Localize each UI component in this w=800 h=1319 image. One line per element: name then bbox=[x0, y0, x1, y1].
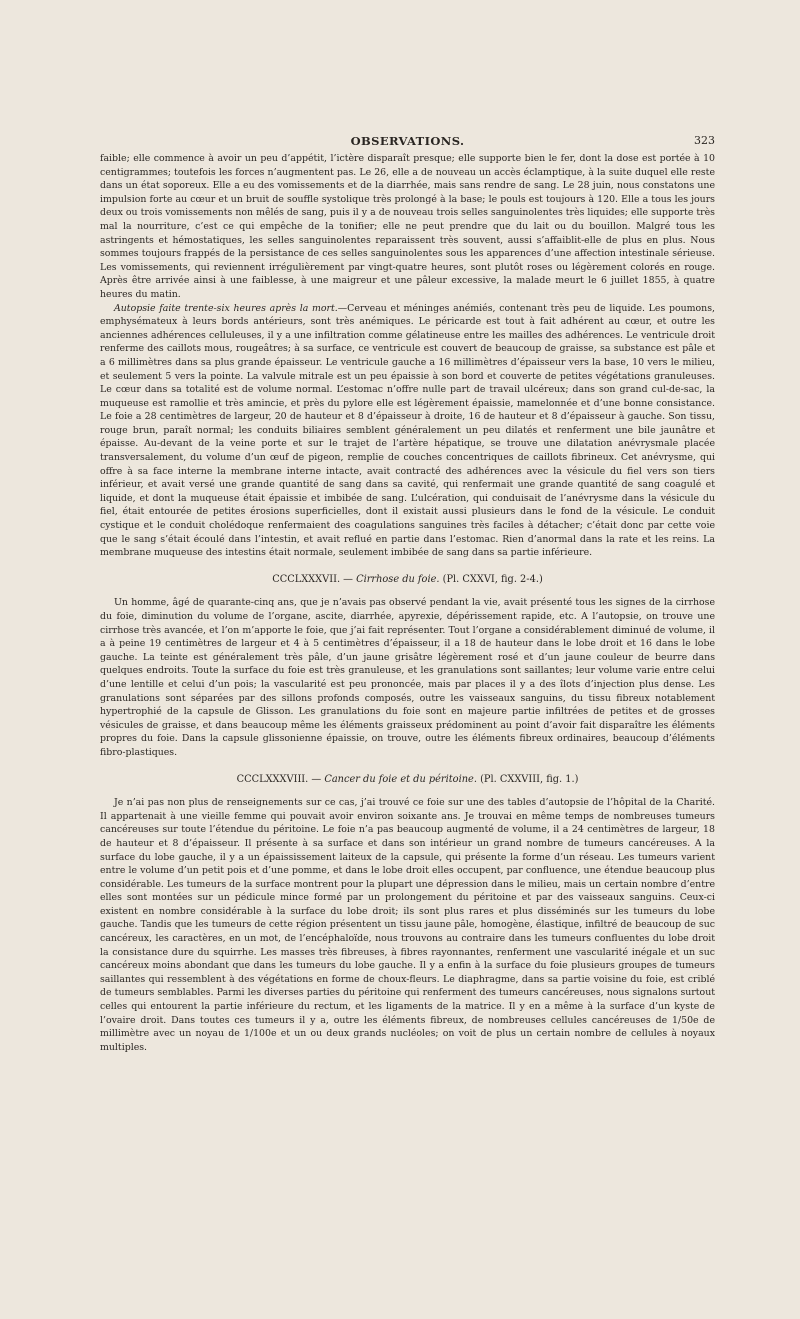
observation-number: CCCLXXXVIII. — bbox=[236, 773, 325, 785]
observation-paragraph-388: Je n’ai pas non plus de renseignements sur ce cas, j’ai trouvé ce foie sur une des tables d’autopsie de l’hôpital de la Charité. Il appartenait à une vieille femme qui pouvait avoir environ soixante ans. Je trouvai en même temps de nombreuses tumeurs cancéreuses sur toute l’étendue du péritoine. Le foie n’a pas beaucoup augmenté de volume, il a 24 centimètres de largeur, 18 de hauteur et 8 d’épaisseur. Il présente à sa surface et dans son intérieur un grand nombre de tumeurs cancéreuses. A la surface du lobe gauche, il y a un épaississement laiteux de la capsule, qui présente la forme d’un réseau. Les tumeurs varient entre le volume d’un petit pois et d’une pomme, et dans le lobe droit elles occupent, par confluence, une étendue beaucoup plus considérable. Les tumeurs de la surface montrent pour la plupart une dépression dans le milieu, mais un certain nombre d’entre elles sont montées sur un pédicule mince formé par un prolongement du péritoine et par des vaisseaux sanguins. Ceux-ci existent en nombre considérable à la surface du lobe droit; ils sont plus rares et plus disséminés sur les tumeurs du lobe gauche. Tandis que les tumeurs de cette région présentent un tissu jaune pâle, homogène, élastique, infiltré de beaucoup de suc cancéreux, les caractères, en un mot, de l’encéphaloïde, nous trouvons au contraire dans les tumeurs confluentes du lobe droit la consistance dure du squirrhe. Les masses très fibreuses, à fibres rayonnantes, renferment une vascularité inégale et un suc cancéreux moins abondant que dans les tumeurs du lobe gauche. Il y a enfin à la surface du foie plusieurs groupes de tumeurs saillantes qui ressemblent à des végétations en forme de choux-fleurs. Le diaphragme, dans sa partie voisine du foie, est criblé de tumeurs semblables. Parmi les diverses parties du péritoine qui renferment des tumeurs cancéreuses, nous signalons surtout celles qui entourent la partie inférieure du rectum, et les ligaments de la matrice. Il y en a même à la surface d’un kyste de l’ovaire droit. Dans toutes ces tumeurs il y a, outre les éléments fibreux, de nombreuses cellules cancéreuses de 1/50e de millimètre avec un noyau de 1/100e et un ou deux grands nucléoles; on voit de plus un certain nombre de cellules à noyaux multiples. bbox=[100, 797, 715, 1053]
page-number: 323 bbox=[694, 134, 715, 147]
plate-reference: (Pl. CXXVI, fig. 2-4.) bbox=[439, 573, 543, 585]
autopsy-lead: Autopsie faite trente-six heures après la mort. bbox=[114, 302, 338, 314]
observation-number: CCCLXXXVII. — bbox=[272, 573, 357, 585]
autopsy-text: —Cerveau et méninges anémiés, contenant très peu de liquide. Les poumons, emphysémateux à leurs bords antérieurs, sont très anémiques. Le péricarde est tout à fait adhérent au cœur, et outre les anciennes adhérences celluleuses, il y a une infiltration comme gélatineuse entre les mailles des adhérences. Le ventricule droit renferme des caillots mous, rougeâtres; à sa surface, ce ventricule est couvert de beaucoup de graisse, sa substance est pâle et a 6 millimètres dans sa plus grande épaisseur. Le ventricule gauche a 16 millimètres d’épaisseur vers la base, 10 vers le milieu, et seulement 5 vers la pointe. La valvule mitrale est un peu épaissie à son bord et couverte de petites végétations granuleuses. Le cœur dans sa totalité est de volume normal. L’estomac n’offre nulle part de travail ulcéreux; dans son grand cul-de-sac, la muqueuse est ramollie et très amincie, et près du pylore elle est légèrement épaissie, mamelonnée et d’une bonne consistance. Le foie a 28 centimètres de largeur, 20 de hauteur et 8 d’épaisseur à droite, 16 de hauteur et 8 d’épaisseur à gauche. Son tissu, rouge brun, paraît normal; les conduits biliaires semblent généralement un peu dilatés et renferment une bile jaunâtre et épaisse. Au-devant de la veine porte et sur le trajet de l’artère hépatique, se trouve une dilatation anévrysmale placée transversalement, du volume d’un œuf de pigeon, remplie de couches concentriques de caillots fibrineux. Cet anévrysme, qui offre à sa face interne la membrane interne intacte, avait contracté des adhérences avec la vésicule du fiel vers son tiers inférieur, et avait versé une grande quantité de sang dans sa cavité, qui renfermait une grande quantité de sang coagulé et liquide, et dont la muqueuse était épaissie et imbibée de sang. L’ulcération, qui conduisait de l’anévrysme dans la vésicule du fiel, était entourée de petites érosions superficielles, dont il existait aussi plusieurs dans le fond de la vésicule. Le conduit cystique et le conduit cholédoque renfermaient des coagulations sanguines très faciles à détacher; c’était donc par cette voie que le sang s’était écoulé dans l’intestin, et avait reflué en partie dans l’estomac. Rien d’anormal dans la rate et les reins. La membrane muqueuse des intestins était normale, seulement imbibée de sang dans sa partie inférieure. bbox=[100, 302, 716, 559]
autopsy-paragraph bbox=[100, 302, 715, 560]
observation-title: Cirrhose du foie. bbox=[356, 573, 440, 585]
observation-heading-387 bbox=[100, 573, 715, 587]
plate-reference: (Pl. CXXVIII, fig. 1.) bbox=[476, 773, 579, 785]
observation-heading-388 bbox=[100, 773, 715, 787]
running-title: OBSERVATIONS. bbox=[350, 134, 465, 148]
observation-paragraph-387: Un homme, âgé de quarante-cinq ans, que je n’avais pas observé pendant la vie, avait présenté tous les signes de la cirrhose du foie, diminution du volume de l’organe, ascite, diarrhée, apyrexie, dépérissement rapide, etc. A l’autopsie, on trouve une cirrhose très avancée, et l’on m’apporte le foie, que j’ai fait représenter. Tout l’organe a considérablement diminué de volume, il a à peine 19 centimètres de largeur et 4 à 5 centimètres d’épaisseur, il a 18 de hauteur dans le lobe droit et 16 dans le lobe gauche. La teinte est généralement très pâle, d’un jaune grisâtre légèrement rosé et d’un jaune couleur de beurre dans quelques endroits. Toute la surface du foie est très granuleuse, et les granulations sont saillantes; leur volume varie entre celui d’une lentille et celui d’un pois; la vascularité est peu prononcée, mais par places il y a des îlots d’injection plus dense. Les granulations sont séparées par des sillons profonds composés, outre les vaisseaux sanguins, du tissu fibreux notablement hypertrophié de la capsule de Glisson. Les granulations du foie sont en majeure partie infiltrées de petites et de grosses vésicules de graisse, et dans beaucoup même les éléments graisseux prédominent au point d’avoir fait disparaître les éléments propres du foie. Dans la capsule glissonienne épaissie, on trouve, outre les éléments fibreux ordinaires, beaucoup d’éléments fibro-plastiques. bbox=[100, 597, 715, 758]
running-header bbox=[100, 134, 715, 150]
observation-title: Cancer du foie et du péritoine. bbox=[324, 773, 477, 785]
body-text bbox=[100, 152, 715, 1054]
continued-paragraph: faible; elle commence à avoir un peu d’appétit, l’ictère disparaît presque; elle supporte bien le fer, dont la dose est portée à 10 centigrammes; toutefois les forces n’augmentent pas. Le 26, elle a de nouveau un accès éclamptique, à la suite duquel elle reste dans un état soporeux. Elle a eu des vomissements et de la diarrhée, mais sans rendre de sang. Le 28 juin, nous constatons une impulsion forte au cœur et un bruit de souffle systolique très prolongé à la base; le pouls est toujours à 120. Elle a tous les jours deux ou trois vomissements non mêlés de sang, puis il y a de nouveau trois selles sanguinolentes très liquides; elle supporte très mal la nourriture, c’est ce qui empêche de la tonifier; elle ne peut prendre que du lait ou du bouillon. Malgré tous les astringents et hémostatiques, les selles sanguinolentes reparaissent très souvent, aussi s’affaiblit-elle de plus en plus. Nous sommes toujours frappés de la persistance de ces selles sanguinolentes sous les apparences d’une affection intestinale sérieuse. Les vomissements, qui reviennent irrégulièrement par vingt-quatre heures, sont plutôt roses ou légèrement colorés en rouge. Après être arrivée ainsi à une faiblesse, à une maigreur et une pâleur excessive, la malade meurt le 6 juillet 1855, à quatre heures du matin. bbox=[100, 153, 715, 300]
